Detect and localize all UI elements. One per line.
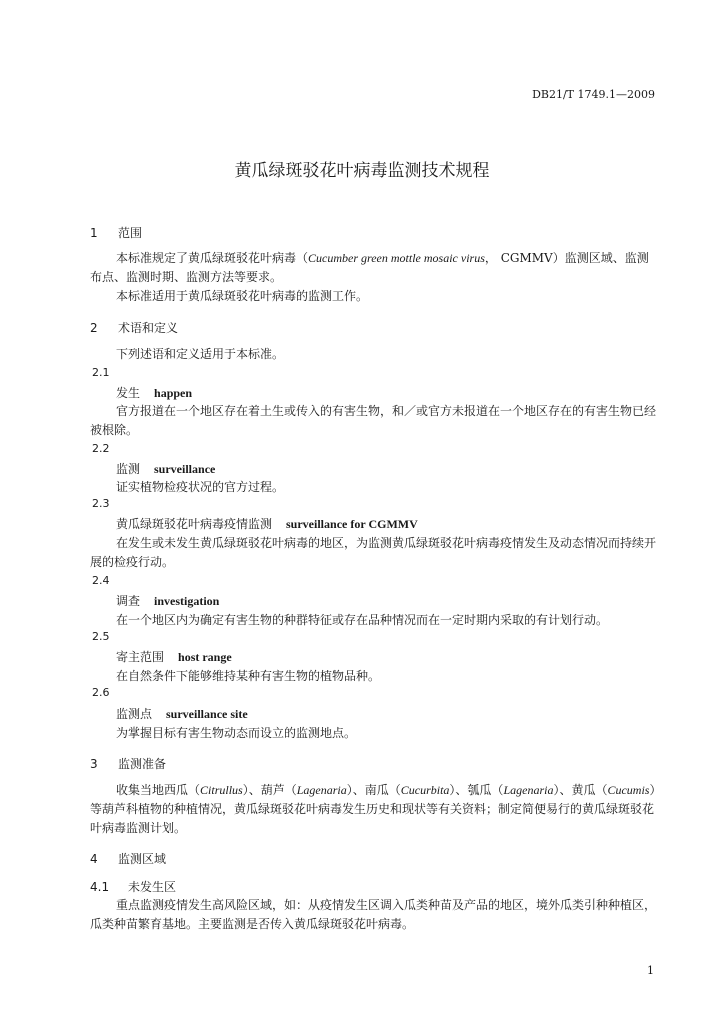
latin-name: Cucumber green mottle mosaic virus — [308, 251, 485, 265]
preparation-paragraph — [90, 781, 656, 838]
subsection-4-1-heading — [90, 878, 176, 895]
term-definition: 在发生或未发生黄瓜绿斑驳花叶病毒的地区，为监测黄瓜绿斑驳花叶病毒疫情发生及动态情况而持续开展的检疫行动。 — [90, 536, 657, 569]
subsection-title: 未发生区 — [128, 880, 177, 894]
term-number: 2.1 — [92, 366, 110, 379]
latin-name: Cucurbita — [400, 783, 450, 797]
term-number: 2.6 — [92, 686, 110, 699]
latin-name: Lagenaria — [296, 783, 347, 797]
section-2-heading — [90, 319, 178, 336]
term-zh: 调查 — [116, 594, 141, 608]
text-run: ）、瓠瓜（ — [449, 783, 504, 797]
text-run: ）、葫芦（ — [242, 783, 297, 797]
latin-name: Lagenaria — [503, 783, 554, 797]
term-number: 2.2 — [92, 442, 110, 455]
latin-name: Citrullus — [200, 783, 243, 797]
section-number: 3 — [90, 757, 98, 771]
term-zh: 监测点 — [116, 707, 153, 721]
section-4-heading — [90, 850, 166, 867]
standard-code: DB21/T 1749.1—2009 — [532, 88, 655, 101]
text-run: ）、南瓜（ — [346, 783, 401, 797]
term-number: 2.4 — [92, 574, 110, 587]
page-number: 1 — [647, 964, 654, 977]
term-definition: 在一个地区内为确定有害生物的种群特征或存在品种情况而在一定时期内采取的有计划行动。 — [116, 613, 609, 627]
scope-paragraph-1 — [90, 249, 656, 287]
term-en: surveillance — [154, 462, 216, 476]
terms-intro: 下列述语和定义适用于本标准。 — [116, 347, 285, 361]
term-en: investigation — [154, 594, 220, 608]
text-run: 收集当地西瓜（ — [116, 783, 201, 797]
term-definition: 在自然条件下能够维持某种有害生物的植物品种。 — [116, 669, 381, 683]
term-en: surveillance site — [166, 707, 248, 721]
non-occurrence-area-paragraph: 重点监测疫情发生高风险区域，如：从疫情发生区调入瓜类种苗及产品的地区，境外瓜类引种种植区，瓜类种苗繁育基地。主要监测是否传入黄瓜绿斑驳花叶病毒。 — [90, 898, 657, 931]
subsection-number: 4.1 — [90, 880, 110, 894]
section-number: 1 — [90, 226, 98, 240]
section-number: 4 — [90, 852, 98, 866]
document-title: 黄瓜绿斑驳花叶病毒监测技术规程 — [234, 161, 490, 181]
term-heading — [116, 460, 215, 477]
term-definition: 证实植物检疫状况的官方过程。 — [116, 480, 285, 494]
section-title: 监测区域 — [118, 852, 167, 866]
term-zh: 监测 — [116, 462, 141, 476]
section-1-heading — [90, 224, 142, 241]
text-run: ， CGMMV）监测区域、监测布点、监测时期、监测方法等要求。 — [90, 251, 649, 284]
term-heading — [116, 648, 232, 665]
term-definition: 官方报道在一个地区存在着土生或传入的有害生物，和／或官方未报道在一个地区存在的有害生物已经被根除。 — [90, 404, 657, 437]
term-heading — [116, 384, 192, 401]
term-zh: 寄主范围 — [116, 650, 165, 664]
text-run: 本标准规定了黄瓜绿斑驳花叶病毒（ — [116, 251, 309, 265]
section-3-heading — [90, 755, 166, 772]
latin-name: Cucumis — [607, 783, 650, 797]
term-zh: 发生 — [116, 386, 141, 400]
section-title: 监测准备 — [118, 757, 167, 771]
term-en: host range — [178, 650, 232, 664]
term-en: happen — [154, 386, 193, 400]
section-title: 术语和定义 — [118, 321, 179, 335]
term-number: 2.5 — [92, 630, 110, 643]
term-heading — [116, 592, 219, 609]
term-heading — [116, 705, 248, 722]
section-title: 范围 — [118, 226, 143, 240]
term-zh: 黄瓜绿斑驳花叶病毒疫情监测 — [116, 517, 273, 531]
text-run: ）、黄瓜（ — [553, 783, 608, 797]
text-run: ）等葫芦科植物的种植情况，黄瓜绿斑驳花叶病毒发生历史和现状等有关资料；制定简便易行的黄瓜绿斑驳花叶病毒监测计划。 — [90, 783, 656, 835]
term-number: 2.3 — [92, 497, 110, 510]
term-en: surveillance for CGMMV — [286, 517, 418, 531]
term-heading — [116, 515, 418, 532]
scope-paragraph-2: 本标准适用于黄瓜绿斑驳花叶病毒的监测工作。 — [116, 289, 369, 303]
section-number: 2 — [90, 321, 98, 335]
term-definition: 为掌握目标有害生物动态而设立的监测地点。 — [116, 726, 357, 740]
